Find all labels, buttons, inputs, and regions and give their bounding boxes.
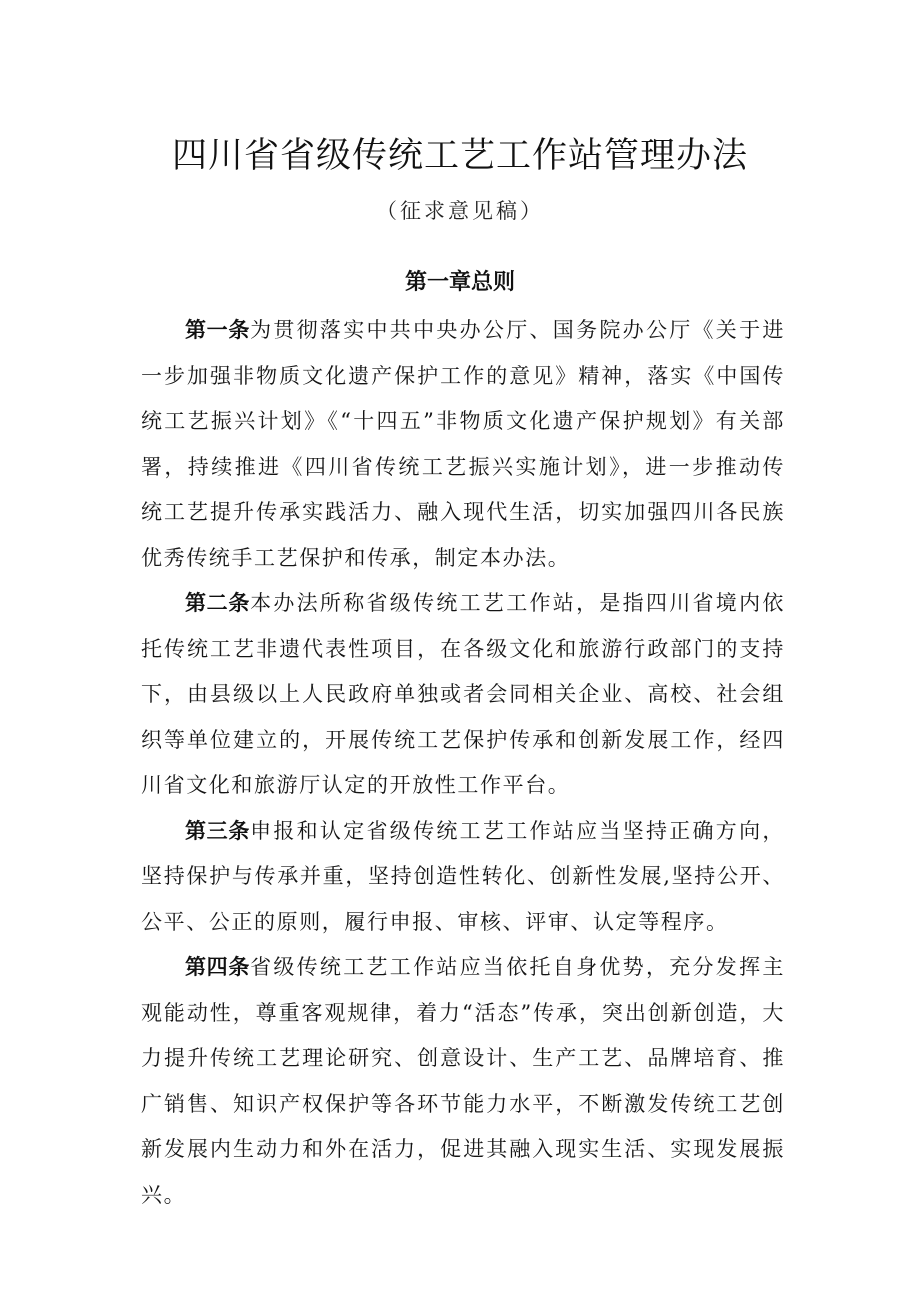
article-text: 申报和认定省级传统工艺工作站应当坚持正确方向，坚持保护与传承并重，坚持创造性转化、创新性发展,坚持公开、公平、公正的原则，履行申报、审核、评审、认定等程序。 [141,818,785,934]
chapter-heading: 第一章总则 [404,270,515,295]
article-text: 本办法所称省级传统工艺工作站，是指四川省境内依托传统工艺非遗代表性项目，在各级文化和旅游行政部门的支持下，由县级以上人民政府单独或者会同相关企业、高校、社会组织等单位建立的，开展传统工艺保护传承和创新发展工作，经四川省文化和旅游厅认定的开放性工作平台。 [141,591,785,797]
article-number: 第一条 [185,318,251,342]
article-4 [141,945,785,1218]
article-number: 第二条 [185,591,251,615]
document-subtitle: （征求意见稿） [376,199,544,223]
article-1 [141,308,785,581]
article-number: 第四条 [185,955,251,979]
article-text: 为贯彻落实中共中央办公厅、国务院办公厅《关于进一步加强非物质文化遗产保护工作的意见》精神，落实《中国传统工艺振兴计划》《“十四五”非物质文化遗产保护规划》有关部署，持续推进《四川省传统工艺振兴实施计划》，进一步推动传统工艺提升传承实践活力、融入现代生活，切实加强四川各民族优秀传统手工艺保护和传承，制定本办法。 [141,318,785,570]
document-body [141,308,785,1218]
article-number: 第三条 [185,818,251,843]
article-3 [141,809,785,946]
article-2 [141,581,785,809]
article-text: 省级传统工艺工作站应当依托自身优势，充分发挥主观能动性，尊重客观规律，着力“活态”传承，突出创新创造，大力提升传统工艺理论研究、创意设计、生产工艺、品牌培育、推广销售、知识产权保护等各环节能力水平，不断激发传统工艺创新发展内生动力和外在活力，促进其融入现实生活、实现发展振兴。 [141,955,785,1207]
document-title: 四川省省级传统工艺工作站管理办法 [171,136,748,176]
